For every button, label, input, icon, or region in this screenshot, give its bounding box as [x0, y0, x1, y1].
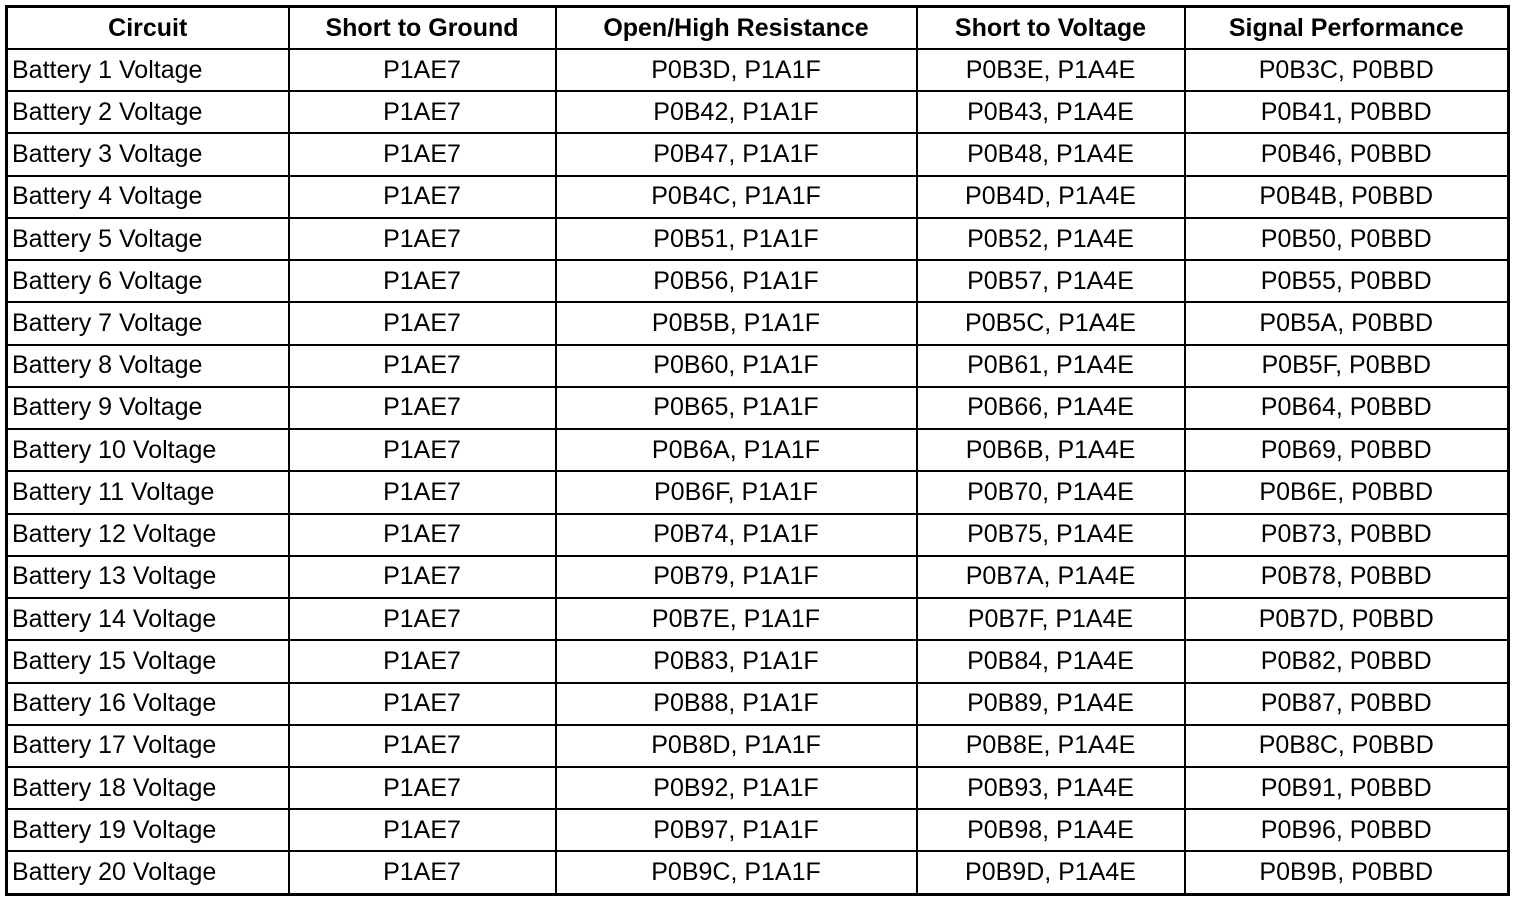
- table-header: [7, 7, 1509, 50]
- cell-signal-performance: P0B5F, P0BBD: [1185, 345, 1509, 387]
- cell-open-high-resistance: P0B9C, P1A1F: [556, 851, 917, 894]
- cell-short-to-voltage: P0B52, P1A4E: [917, 218, 1185, 260]
- cell-circuit: Battery 2 Voltage: [7, 91, 289, 133]
- cell-circuit: Battery 16 Voltage: [7, 683, 289, 725]
- cell-short-to-voltage: P0B7F, P1A4E: [917, 598, 1185, 640]
- cell-open-high-resistance: P0B5B, P1A1F: [556, 302, 917, 344]
- cell-short-to-ground: P1AE7: [289, 514, 556, 556]
- table-row: [7, 260, 1509, 302]
- cell-signal-performance: P0B91, P0BBD: [1185, 767, 1509, 809]
- header-circuit: Circuit: [7, 7, 289, 50]
- cell-circuit: Battery 9 Voltage: [7, 387, 289, 429]
- cell-circuit: Battery 10 Voltage: [7, 429, 289, 471]
- cell-open-high-resistance: P0B7E, P1A1F: [556, 598, 917, 640]
- cell-circuit: Battery 17 Voltage: [7, 725, 289, 767]
- cell-circuit: Battery 7 Voltage: [7, 302, 289, 344]
- cell-short-to-voltage: P0B3E, P1A4E: [917, 49, 1185, 91]
- cell-short-to-voltage: P0B4D, P1A4E: [917, 176, 1185, 218]
- cell-circuit: Battery 4 Voltage: [7, 176, 289, 218]
- header-row: [7, 7, 1509, 50]
- cell-open-high-resistance: P0B3D, P1A1F: [556, 49, 917, 91]
- cell-signal-performance: P0B41, P0BBD: [1185, 91, 1509, 133]
- table-row: [7, 176, 1509, 218]
- cell-short-to-voltage: P0B66, P1A4E: [917, 387, 1185, 429]
- cell-short-to-voltage: P0B57, P1A4E: [917, 260, 1185, 302]
- cell-short-to-voltage: P0B5C, P1A4E: [917, 302, 1185, 344]
- cell-short-to-voltage: P0B6B, P1A4E: [917, 429, 1185, 471]
- table-row: [7, 91, 1509, 133]
- table-row: [7, 556, 1509, 598]
- cell-signal-performance: P0B64, P0BBD: [1185, 387, 1509, 429]
- cell-circuit: Battery 6 Voltage: [7, 260, 289, 302]
- cell-open-high-resistance: P0B8D, P1A1F: [556, 725, 917, 767]
- cell-open-high-resistance: P0B60, P1A1F: [556, 345, 917, 387]
- table-row: [7, 218, 1509, 260]
- cell-circuit: Battery 1 Voltage: [7, 49, 289, 91]
- cell-short-to-ground: P1AE7: [289, 598, 556, 640]
- cell-circuit: Battery 5 Voltage: [7, 218, 289, 260]
- cell-open-high-resistance: P0B4C, P1A1F: [556, 176, 917, 218]
- header-short-to-ground: Short to Ground: [289, 7, 556, 50]
- cell-circuit: Battery 18 Voltage: [7, 767, 289, 809]
- table-row: [7, 345, 1509, 387]
- cell-short-to-voltage: P0B70, P1A4E: [917, 471, 1185, 513]
- cell-signal-performance: P0B4B, P0BBD: [1185, 176, 1509, 218]
- cell-short-to-ground: P1AE7: [289, 49, 556, 91]
- cell-signal-performance: P0B8C, P0BBD: [1185, 725, 1509, 767]
- cell-short-to-ground: P1AE7: [289, 176, 556, 218]
- cell-open-high-resistance: P0B97, P1A1F: [556, 809, 917, 851]
- table-row: [7, 767, 1509, 809]
- table-row: [7, 640, 1509, 682]
- table-row: [7, 514, 1509, 556]
- cell-signal-performance: P0B7D, P0BBD: [1185, 598, 1509, 640]
- cell-short-to-ground: P1AE7: [289, 556, 556, 598]
- dtc-table: [5, 5, 1510, 896]
- cell-signal-performance: P0B69, P0BBD: [1185, 429, 1509, 471]
- cell-circuit: Battery 11 Voltage: [7, 471, 289, 513]
- cell-open-high-resistance: P0B79, P1A1F: [556, 556, 917, 598]
- table-row: [7, 851, 1509, 894]
- cell-short-to-ground: P1AE7: [289, 260, 556, 302]
- cell-short-to-voltage: P0B93, P1A4E: [917, 767, 1185, 809]
- cell-open-high-resistance: P0B83, P1A1F: [556, 640, 917, 682]
- cell-short-to-voltage: P0B98, P1A4E: [917, 809, 1185, 851]
- cell-short-to-voltage: P0B61, P1A4E: [917, 345, 1185, 387]
- table-row: [7, 302, 1509, 344]
- table-row: [7, 471, 1509, 513]
- cell-short-to-ground: P1AE7: [289, 218, 556, 260]
- cell-short-to-voltage: P0B48, P1A4E: [917, 133, 1185, 175]
- cell-open-high-resistance: P0B56, P1A1F: [556, 260, 917, 302]
- cell-short-to-ground: P1AE7: [289, 471, 556, 513]
- cell-short-to-voltage: P0B7A, P1A4E: [917, 556, 1185, 598]
- cell-short-to-voltage: P0B43, P1A4E: [917, 91, 1185, 133]
- cell-open-high-resistance: P0B88, P1A1F: [556, 683, 917, 725]
- cell-short-to-ground: P1AE7: [289, 725, 556, 767]
- table-row: [7, 598, 1509, 640]
- cell-signal-performance: P0B50, P0BBD: [1185, 218, 1509, 260]
- cell-short-to-ground: P1AE7: [289, 387, 556, 429]
- cell-short-to-ground: P1AE7: [289, 429, 556, 471]
- header-signal-performance: Signal Performance: [1185, 7, 1509, 50]
- cell-short-to-ground: P1AE7: [289, 809, 556, 851]
- cell-signal-performance: P0B78, P0BBD: [1185, 556, 1509, 598]
- table-row: [7, 809, 1509, 851]
- table-row: [7, 429, 1509, 471]
- table-row: [7, 49, 1509, 91]
- cell-signal-performance: P0B6E, P0BBD: [1185, 471, 1509, 513]
- cell-open-high-resistance: P0B47, P1A1F: [556, 133, 917, 175]
- cell-circuit: Battery 14 Voltage: [7, 598, 289, 640]
- cell-signal-performance: P0B96, P0BBD: [1185, 809, 1509, 851]
- cell-open-high-resistance: P0B51, P1A1F: [556, 218, 917, 260]
- dtc-table-container: [5, 5, 1507, 896]
- cell-short-to-voltage: P0B84, P1A4E: [917, 640, 1185, 682]
- cell-short-to-ground: P1AE7: [289, 767, 556, 809]
- header-open-high-resistance: Open/High Resistance: [556, 7, 917, 50]
- cell-short-to-ground: P1AE7: [289, 133, 556, 175]
- cell-short-to-ground: P1AE7: [289, 302, 556, 344]
- table-row: [7, 725, 1509, 767]
- cell-signal-performance: P0B55, P0BBD: [1185, 260, 1509, 302]
- cell-circuit: Battery 19 Voltage: [7, 809, 289, 851]
- cell-short-to-voltage: P0B9D, P1A4E: [917, 851, 1185, 894]
- cell-circuit: Battery 12 Voltage: [7, 514, 289, 556]
- cell-signal-performance: P0B73, P0BBD: [1185, 514, 1509, 556]
- cell-circuit: Battery 3 Voltage: [7, 133, 289, 175]
- cell-open-high-resistance: P0B65, P1A1F: [556, 387, 917, 429]
- cell-open-high-resistance: P0B74, P1A1F: [556, 514, 917, 556]
- table-row: [7, 133, 1509, 175]
- cell-short-to-ground: P1AE7: [289, 683, 556, 725]
- cell-open-high-resistance: P0B92, P1A1F: [556, 767, 917, 809]
- cell-signal-performance: P0B46, P0BBD: [1185, 133, 1509, 175]
- cell-open-high-resistance: P0B6F, P1A1F: [556, 471, 917, 513]
- cell-signal-performance: P0B87, P0BBD: [1185, 683, 1509, 725]
- table-body: [7, 49, 1509, 895]
- cell-short-to-voltage: P0B89, P1A4E: [917, 683, 1185, 725]
- table-row: [7, 387, 1509, 429]
- cell-circuit: Battery 15 Voltage: [7, 640, 289, 682]
- cell-signal-performance: P0B3C, P0BBD: [1185, 49, 1509, 91]
- header-short-to-voltage: Short to Voltage: [917, 7, 1185, 50]
- cell-short-to-ground: P1AE7: [289, 345, 556, 387]
- cell-open-high-resistance: P0B42, P1A1F: [556, 91, 917, 133]
- cell-signal-performance: P0B82, P0BBD: [1185, 640, 1509, 682]
- cell-circuit: Battery 8 Voltage: [7, 345, 289, 387]
- cell-short-to-ground: P1AE7: [289, 640, 556, 682]
- cell-short-to-voltage: P0B8E, P1A4E: [917, 725, 1185, 767]
- cell-short-to-ground: P1AE7: [289, 851, 556, 894]
- cell-signal-performance: P0B9B, P0BBD: [1185, 851, 1509, 894]
- cell-circuit: Battery 13 Voltage: [7, 556, 289, 598]
- table-row: [7, 683, 1509, 725]
- cell-circuit: Battery 20 Voltage: [7, 851, 289, 894]
- cell-open-high-resistance: P0B6A, P1A1F: [556, 429, 917, 471]
- cell-short-to-ground: P1AE7: [289, 91, 556, 133]
- cell-signal-performance: P0B5A, P0BBD: [1185, 302, 1509, 344]
- cell-short-to-voltage: P0B75, P1A4E: [917, 514, 1185, 556]
